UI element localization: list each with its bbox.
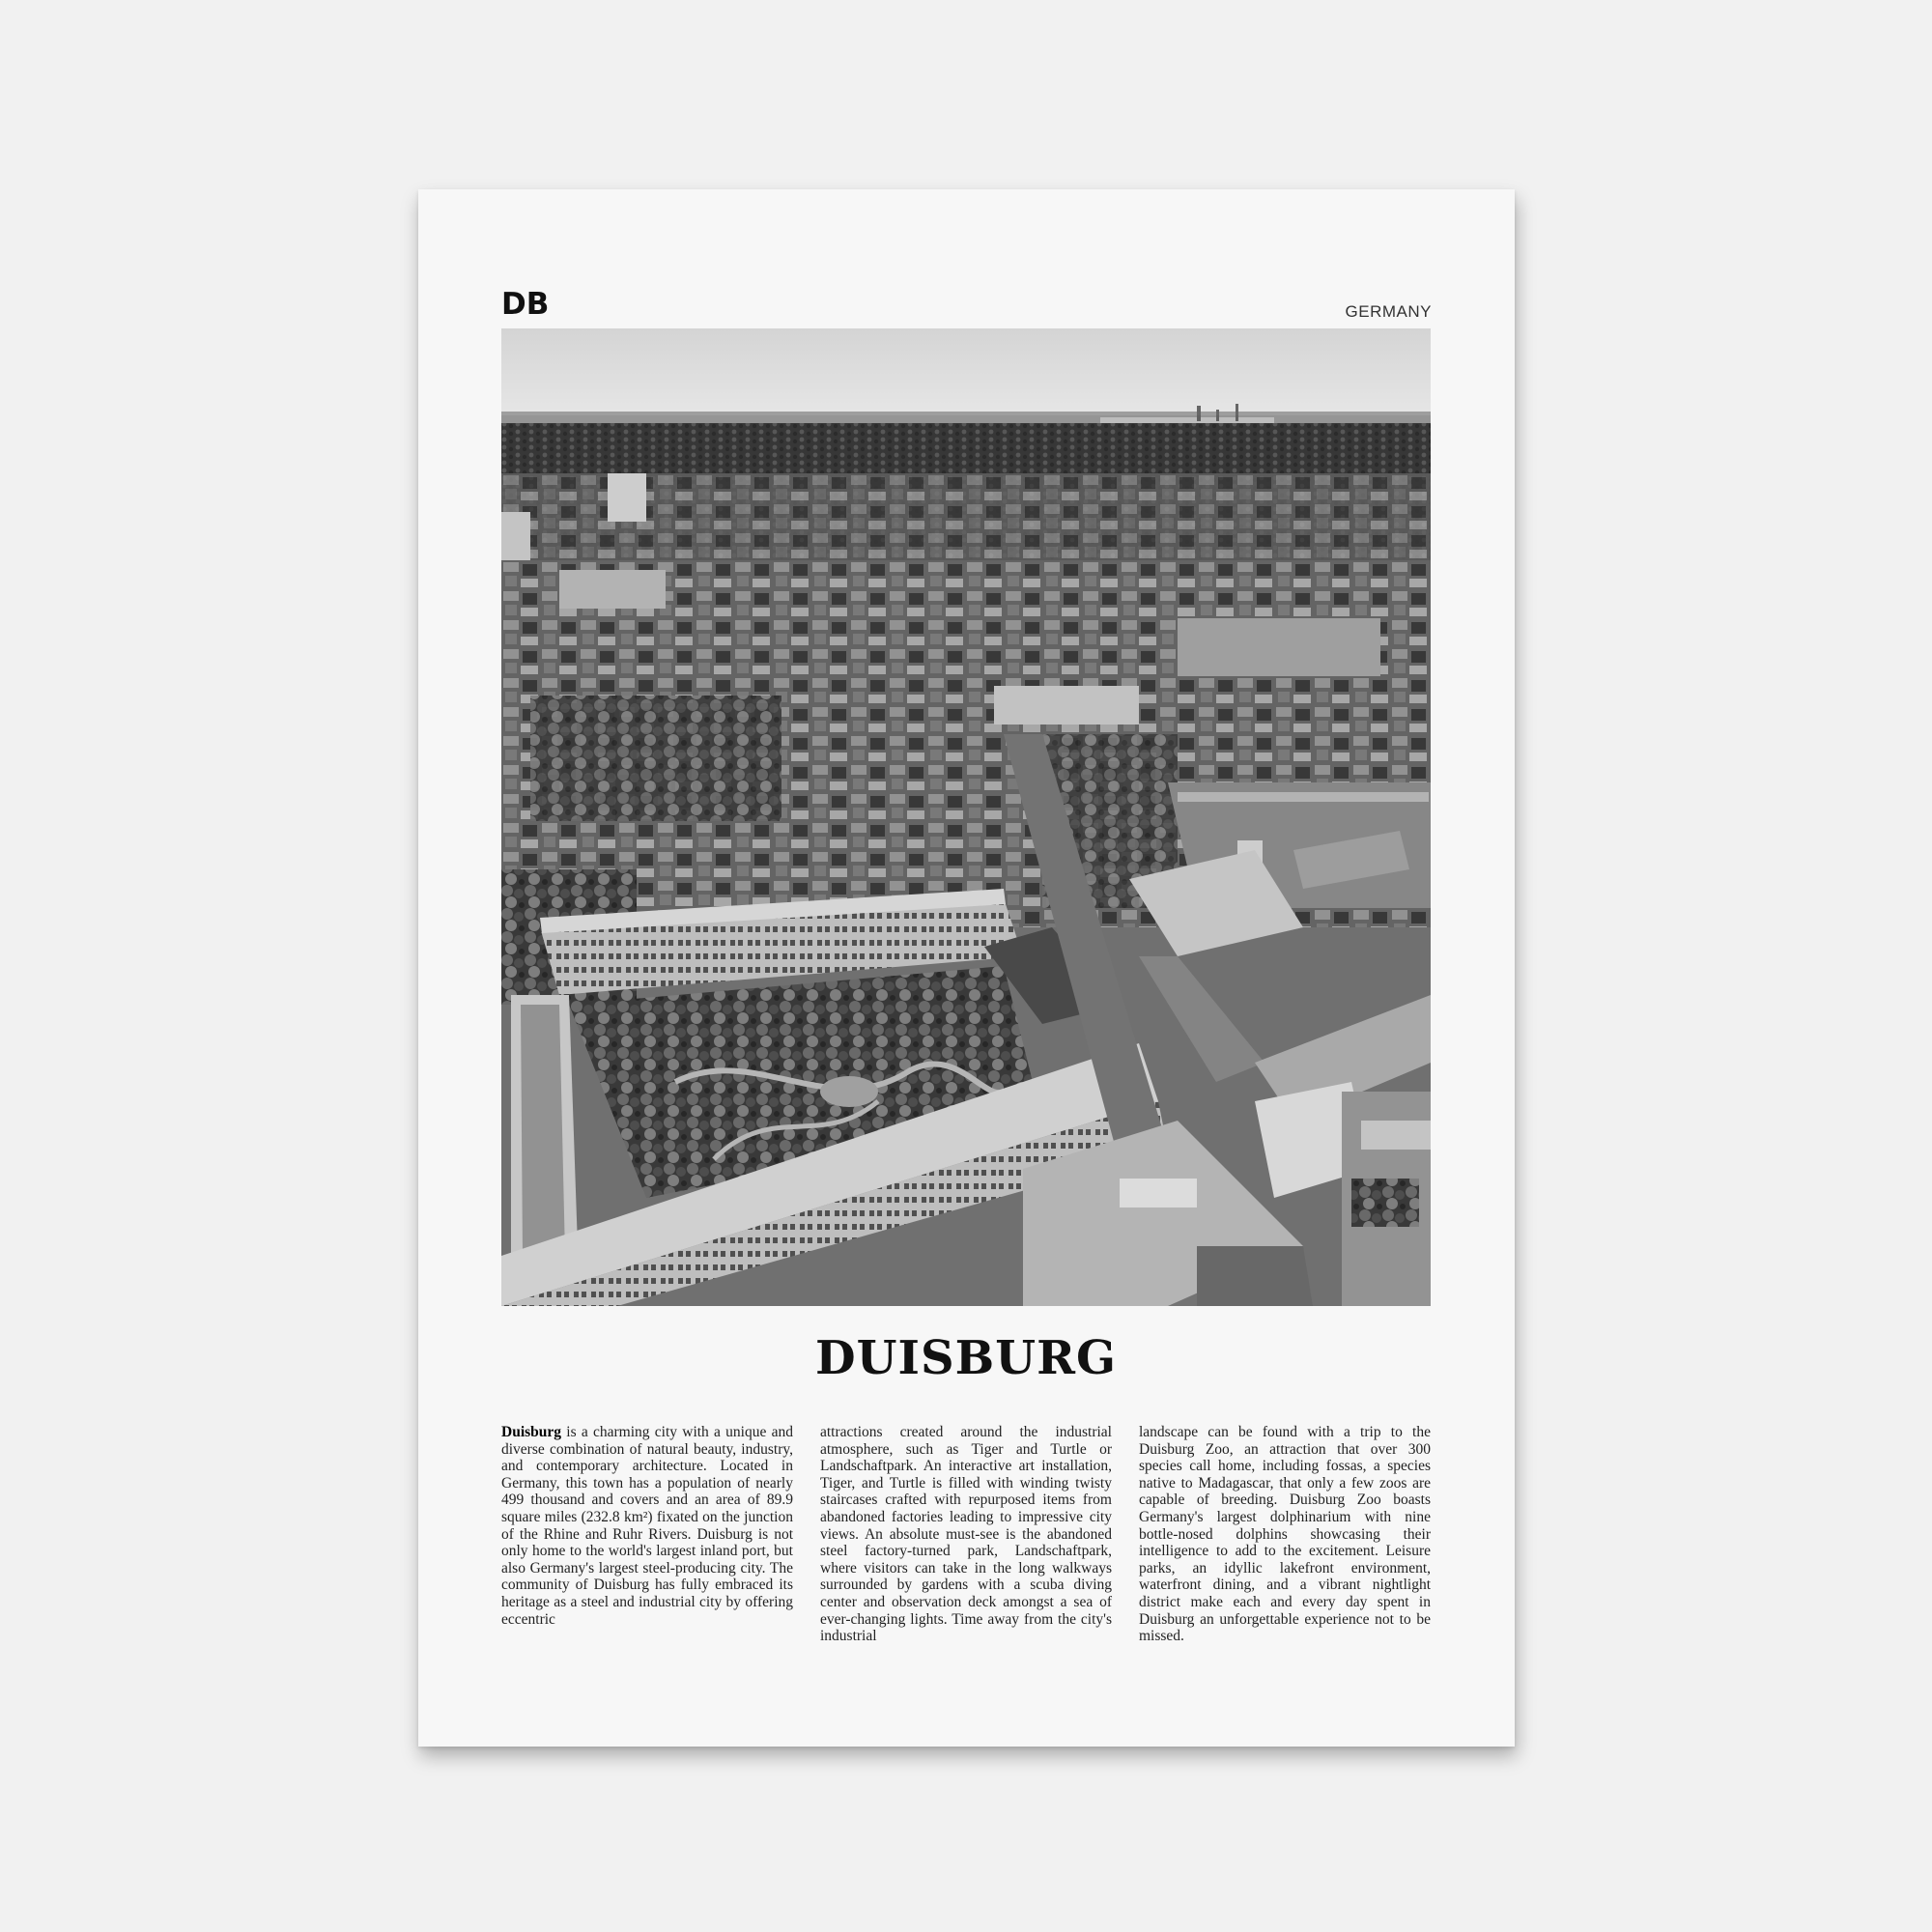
country-label: GERMANY [1345, 302, 1432, 321]
description-text-3: landscape can be found with a trip to the Duisburg Zoo, an attraction that over 300 species call home, including fossas, a species native to Madagascar, that only a few zoos are capable of breeding. Duisburg Zoo boasts Germany's largest dolphinarium with nine bottle-nosed dolphins showcasing their intelligence to add to the excitement. Leisure parks, an idyllic lakefront environment, waterfront dining, and a vibrant nightlight district make each and every day spent in Duisburg an unforgettable experience not to be missed. [1139, 1424, 1431, 1645]
description-text-1: is a charming city with a unique and diverse combination of natural beauty, industry, and contemporary architecture. Located in Germany, this town has a population of nearly 499 thousand and covers and an area of 89.9 square miles (232.8 km²) fixated on the junction of the Rhine and Ruhr Rivers. Duisburg is not only home to the world's largest inland port, but also Germany's largest steel-producing city. The community of Duisburg has fully embraced its heritage as a steel and industrial city by offering eccentric [501, 1424, 793, 1628]
description-column-3 [1139, 1424, 1431, 1645]
description-lead: Duisburg [501, 1424, 562, 1440]
description-column-1 [501, 1424, 793, 1645]
description-columns [501, 1424, 1431, 1645]
city-title: DUISBURG [815, 1331, 1117, 1385]
poster [418, 189, 1515, 1747]
city-code: DB [501, 287, 550, 322]
description-text-2: attractions created around the industrial atmosphere, such as Tiger and Turtle or Landschaftpark. An interactive art installation, Tiger, and Turtle is filled with winding twisty staircases crafted with repurposed items from abandoned factories leading to impressive city views. An absolute must-see is the abandoned steel factory-turned park, Landschaftpark, where visitors can take in the long walkways surrounded by gardens with a scuba diving center and observation deck amongst a sea of ever-changing lights. Time away from the city's industrial [820, 1424, 1112, 1645]
description-column-2 [820, 1424, 1112, 1645]
aerial-city-photo [501, 328, 1431, 1306]
